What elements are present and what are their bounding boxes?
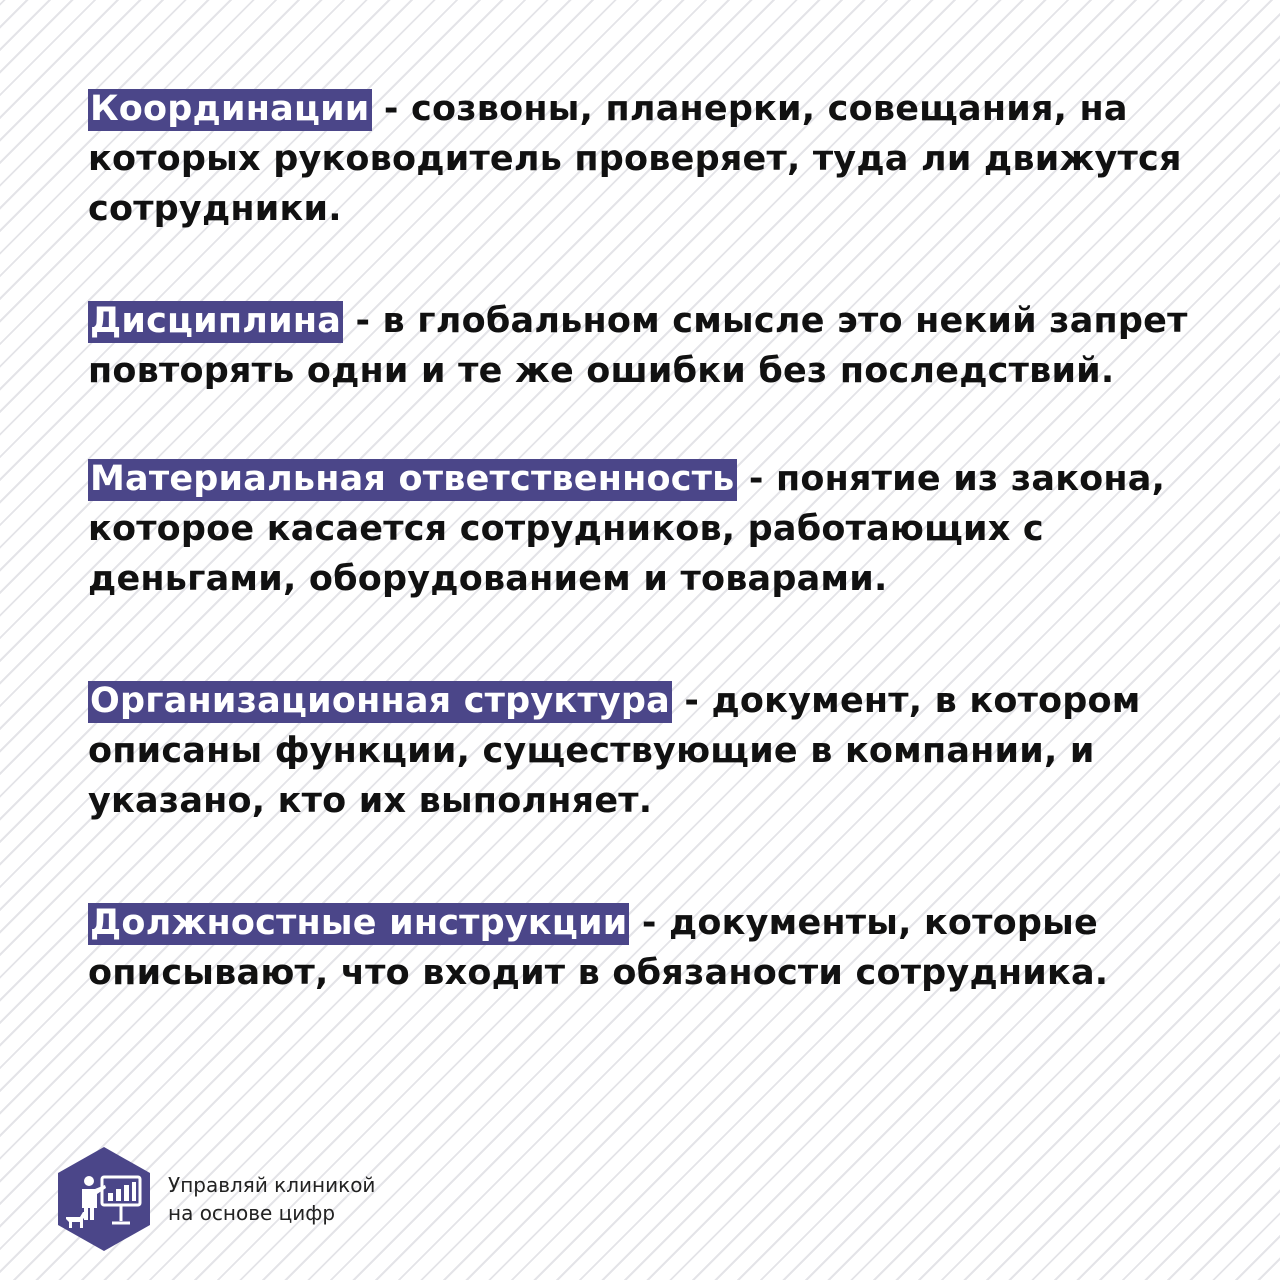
- definition-text: - понятие из закона, которое касается сотрудников, работающих с деньгами, оборудованием и товарами.: [88, 459, 1166, 599]
- definition-org-structure: [88, 676, 1198, 826]
- definition-material-liability: [88, 454, 1198, 604]
- brand-block: [56, 1145, 375, 1253]
- definition-text: - созвоны, планерки, совещания, на которых руководитель проверяет, туда ли движутся сотрудники.: [88, 89, 1182, 229]
- brand-slogan-line-2: на основе цифр: [168, 1201, 336, 1225]
- definition-coordination: [88, 84, 1198, 234]
- brand-slogan: [168, 1171, 375, 1227]
- definition-job-descriptions: [88, 898, 1198, 998]
- definition-text: - в глобальном смысле это некий запрет повторять одни и те же ошибки без последствий.: [88, 301, 1188, 391]
- definition-text: - документы, которые описывают, что входит в обязаности сотрудника.: [88, 903, 1109, 993]
- term-highlight: Материальная ответственность: [90, 459, 735, 499]
- definition-text: - документ, в котором описаны функции, существующие в компании, и указано, кто их выполняет.: [88, 681, 1141, 821]
- term-highlight: Координации: [90, 89, 370, 129]
- presenter-with-chart-and-dog-icon: [56, 1145, 152, 1253]
- definition-discipline: [88, 296, 1198, 396]
- term-highlight: Должностные инструкции: [90, 903, 628, 943]
- term-highlight: Дисциплина: [90, 301, 342, 341]
- brand-slogan-line-1: Управляй клиникой: [168, 1173, 376, 1197]
- term-highlight: Организационная структура: [90, 681, 670, 721]
